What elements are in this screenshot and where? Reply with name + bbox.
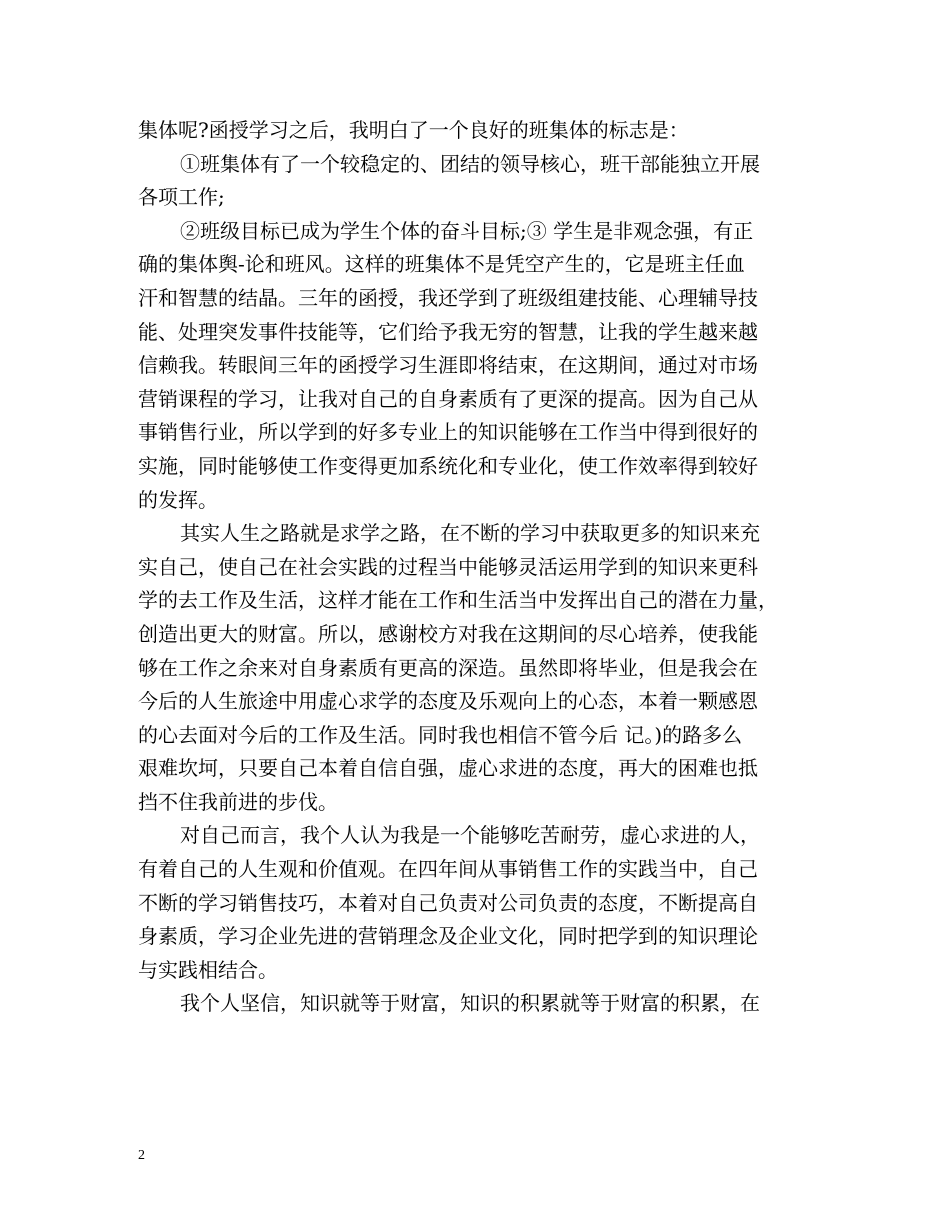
- text-line: 身素质，学习企业先进的营销理念及企业文化，同时把学到的知识理论: [138, 924, 758, 949]
- text-line: 确的集体舆-论和班风。这样的班集体不是凭空产生的，它是班主任血: [138, 252, 745, 277]
- text-line: ②班级目标已成为学生个体的奋斗目标;③ 学生是非观念强，有正: [180, 218, 754, 243]
- text-line: 实施，同时能够使工作变得更加系统化和专业化，使工作效率得到较好: [138, 453, 758, 478]
- text-line: 汗和智慧的结晶。三年的函授，我还学到了班级组建技能、心理辅导技: [138, 285, 758, 310]
- text-line: 各项工作;: [138, 185, 225, 210]
- text-line: 的发挥。: [138, 487, 218, 512]
- text-line: 创造出更大的财富。所以，感谢校方对我在这期间的尽心培养，使我能: [138, 621, 758, 646]
- text-line: 的心去面对今后的工作及生活。同时我也相信不管今后 记。)的路多么: [138, 722, 743, 747]
- text-line: 其实人生之路就是求学之路，在不断的学习中获取更多的知识来充: [180, 521, 760, 546]
- text-line: 艰难坎坷，只要自己本着自信自强，虚心求进的态度，再大的困难也抵: [138, 756, 758, 781]
- page-number: 2: [138, 1148, 145, 1163]
- text-line: 能、处理突发事件技能等，它们给予我无穷的智慧，让我的学生越来越: [138, 319, 758, 344]
- text-line: 与实践相结合。: [138, 957, 278, 982]
- text-line: 学的去工作及生活，这样才能在工作和生活当中发挥出自己的潜在力量，: [138, 588, 778, 613]
- text-line: 营销课程的学习，让我对自己的自身素质有了更深的提高。因为自己从: [138, 386, 758, 411]
- text-line: 有着自己的人生观和价值观。在四年间从事销售工作的实践当中，自己: [138, 857, 758, 882]
- text-line: 今后的人生旅途中用虚心求学的态度及乐观向上的心态，本着一颗感恩: [138, 689, 758, 714]
- text-line: 事销售行业，所以学到的好多专业上的知识能够在工作当中得到很好的: [138, 420, 758, 445]
- text-line: 不断的学习销售技巧，本着对自己负责对公司负责的态度，不断提高自: [138, 890, 758, 915]
- text-line: ①班集体有了一个较稳定的、团结的领导核心，班干部能独立开展: [180, 151, 760, 176]
- text-line: 够在工作之余来对自身素质有更高的深造。虽然即将毕业，但是我会在: [138, 655, 758, 680]
- body-text: [138, 114, 818, 1021]
- text-line: 集体呢?函授学习之后，我明白了一个良好的班集体的标志是：: [138, 118, 689, 142]
- text-line: 对自己而言，我个人认为我是一个能够吃苦耐劳，虚心求进的人，: [180, 823, 760, 848]
- text-line: 实自己，使自己在社会实践的过程当中能够灵活运用学到的知识来更科: [138, 554, 758, 579]
- text-line: 信赖我。转眼间三年的函授学习生涯即将结束，在这期间，通过对市场: [138, 353, 758, 378]
- text-line: 我个人坚信，知识就等于财富，知识的积累就等于财富的积累，在: [180, 991, 760, 1016]
- text-line: 挡不住我前进的步伐。: [138, 789, 338, 814]
